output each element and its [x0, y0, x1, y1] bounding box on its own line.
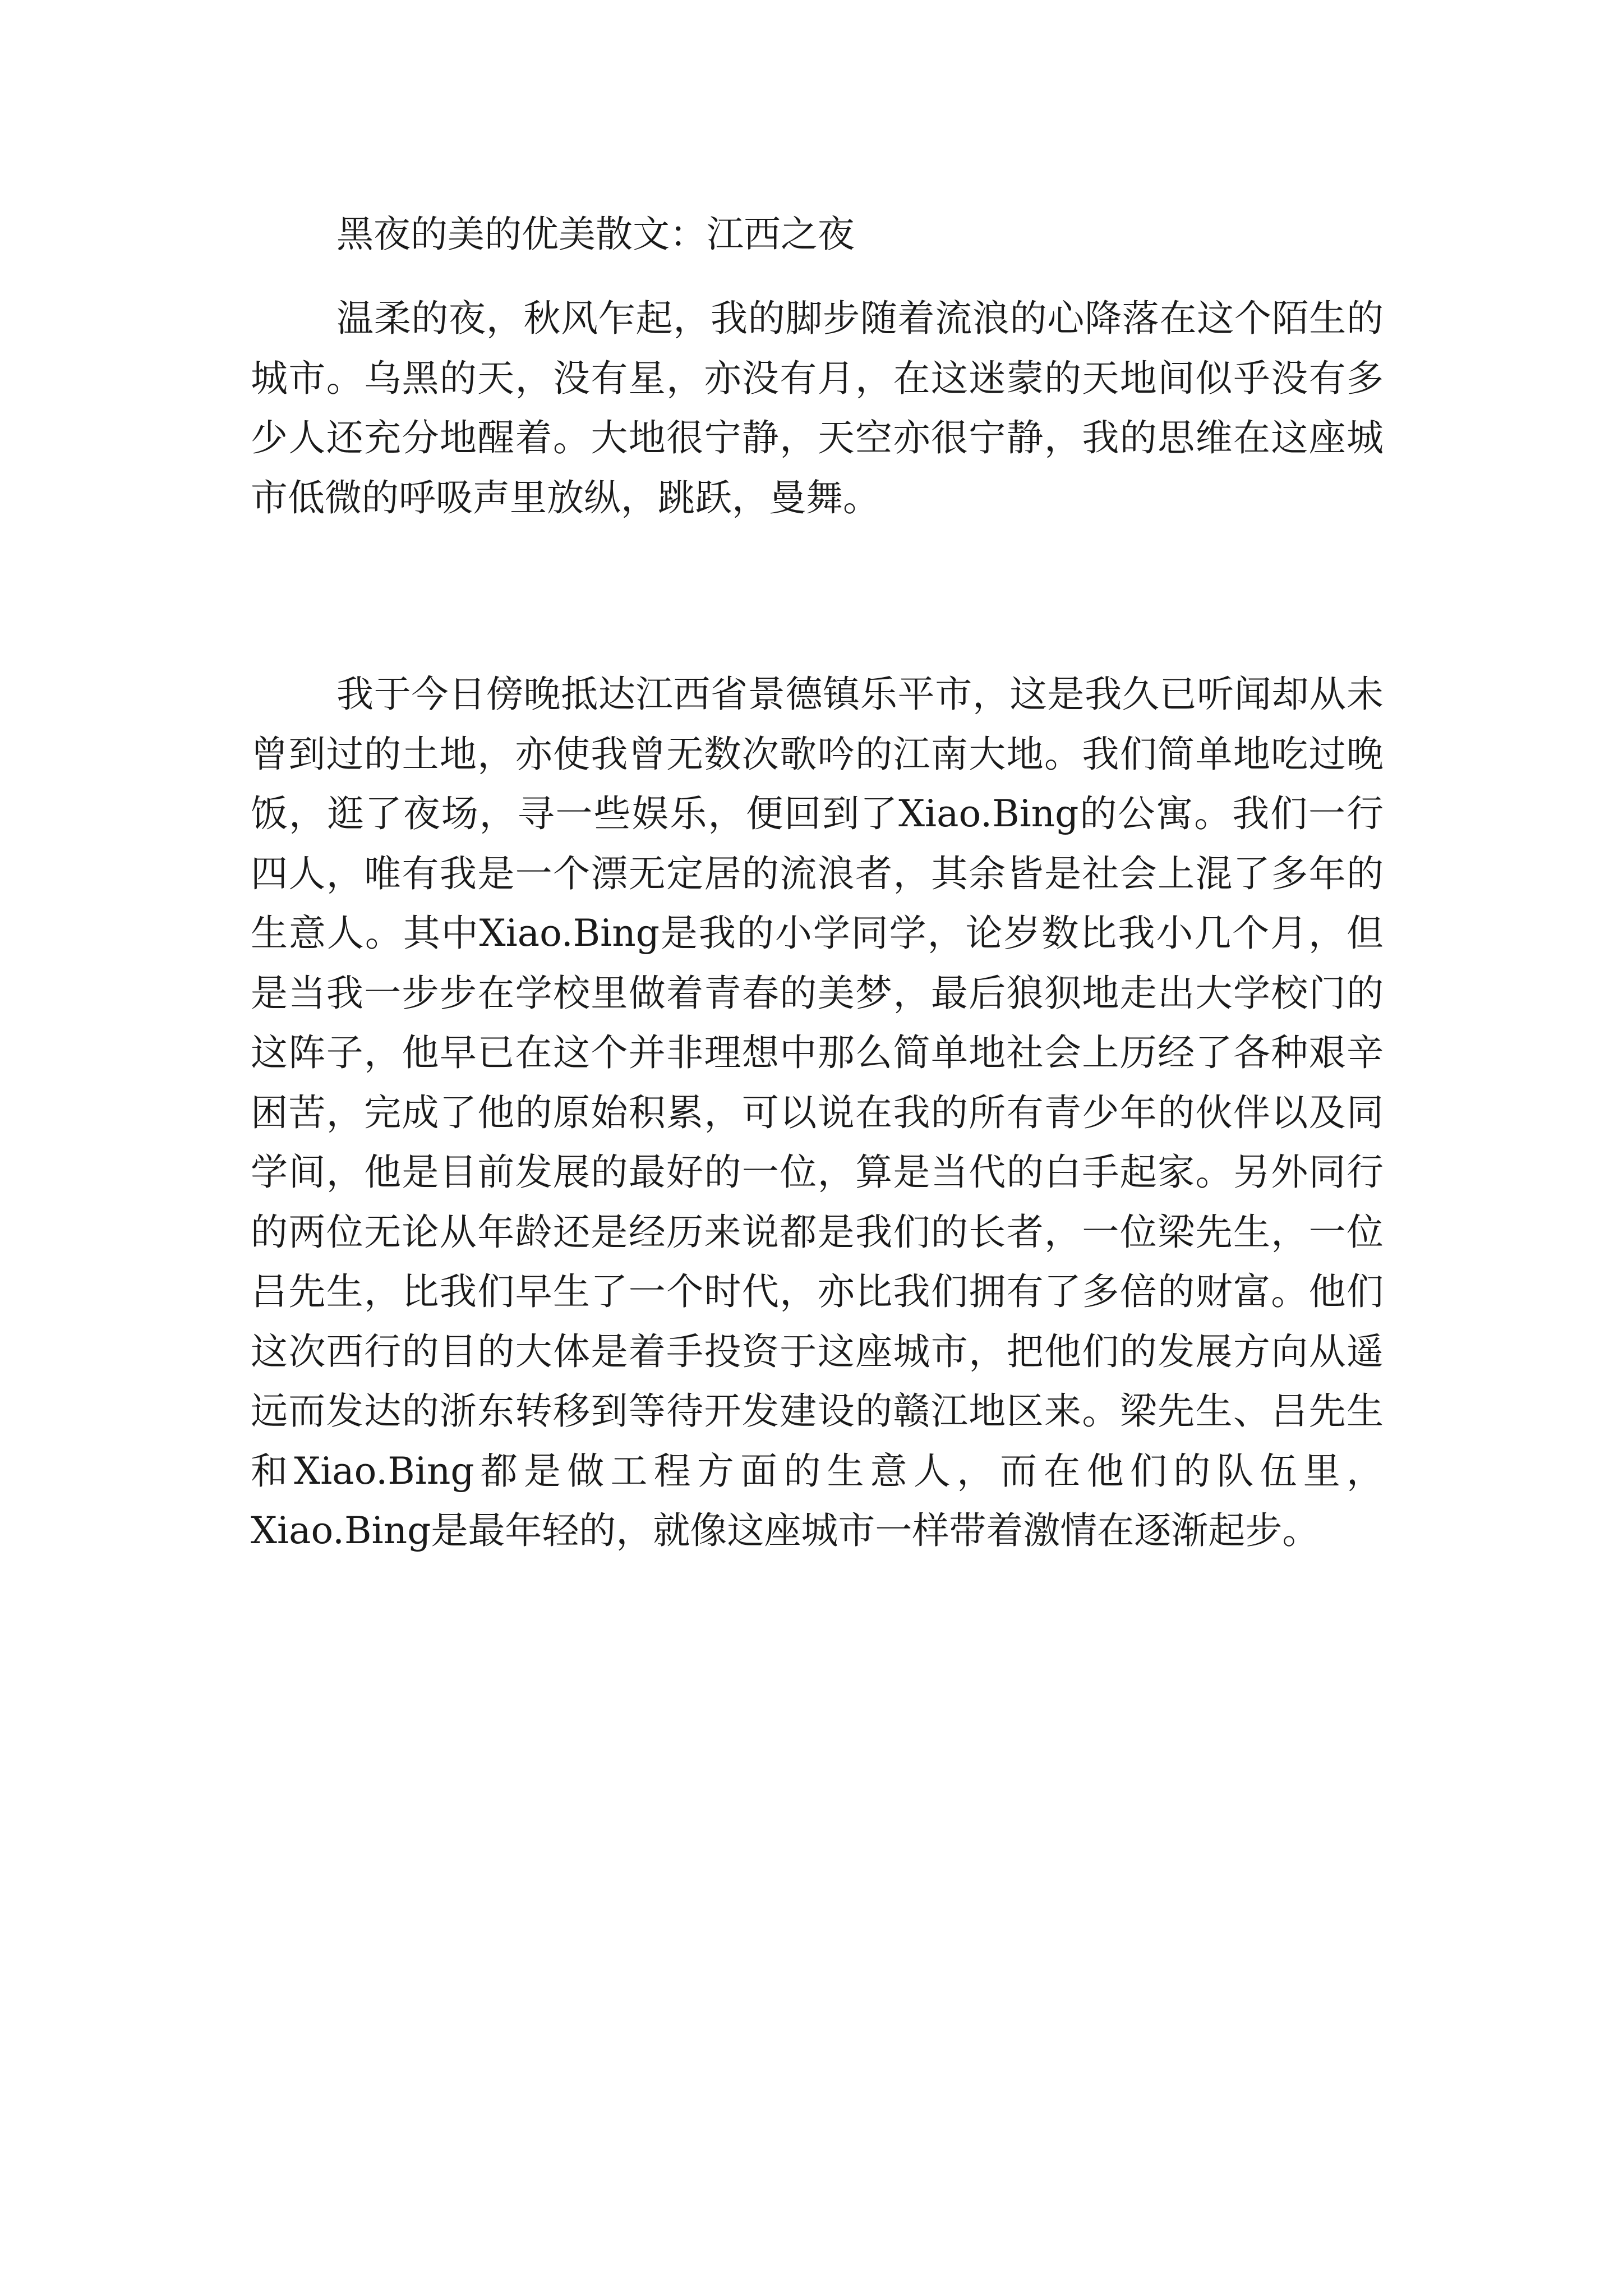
paragraph-1: 温柔的夜，秋风乍起，我的脚步随着流浪的心降落在这个陌生的城市。乌黑的天，没有星，亦没有月，在这迷蒙的天地间似乎没有多少人还充分地醒着。大地很宁静，天空亦很宁静，我的思维在这座城市低微的呼吸声里放纵，跳跃，曼舞。: [251, 297, 1384, 519]
document-title: 黑夜的美的优美散文：江西之夜: [336, 213, 855, 256]
paragraph-2: 我于今日傍晚抵达江西省景德镇乐平市，这是我久已听闻却从未曾到过的土地，亦使我曾无数次歌吟的江南大地。我们简单地吃过晚饭，逛了夜场，寻一些娱乐，便回到了Xiao.Bing的公寓。我们一行四人，唯有我是一个漂无定居的流浪者，其余皆是社会上混了多年的生意人。其中Xiao.Bing是我的小学同学，论岁数比我小几个月，但是当我一步步在学校里做着青春的美梦，最后狼狈地走出大学校门的这阵子，他早已在这个并非理想中那么简单地社会上历经了各种艰辛困苦，完成了他的原始积累，可以说在我的所有青少年的伙伴以及同学间，他是目前发展的最好的一位，算是当代的白手起家。另外同行的两位无论从年龄还是经历来说都是我们的长者，一位梁先生，一位吕先生，比我们早生了一个时代，亦比我们拥有了多倍的财富。他们这次西行的目的大体是着手投资于这座城市，把他们的发展方向从遥远而发达的浙东转移到等待开发建设的赣江地区来。梁先生、吕先生和Xiao.Bing都是做工程方面的生意人，而在他们的队伍里，Xiao.Bing是最年轻的，就像这座城市一样带着激情在逐渐起步。: [251, 673, 1384, 1552]
